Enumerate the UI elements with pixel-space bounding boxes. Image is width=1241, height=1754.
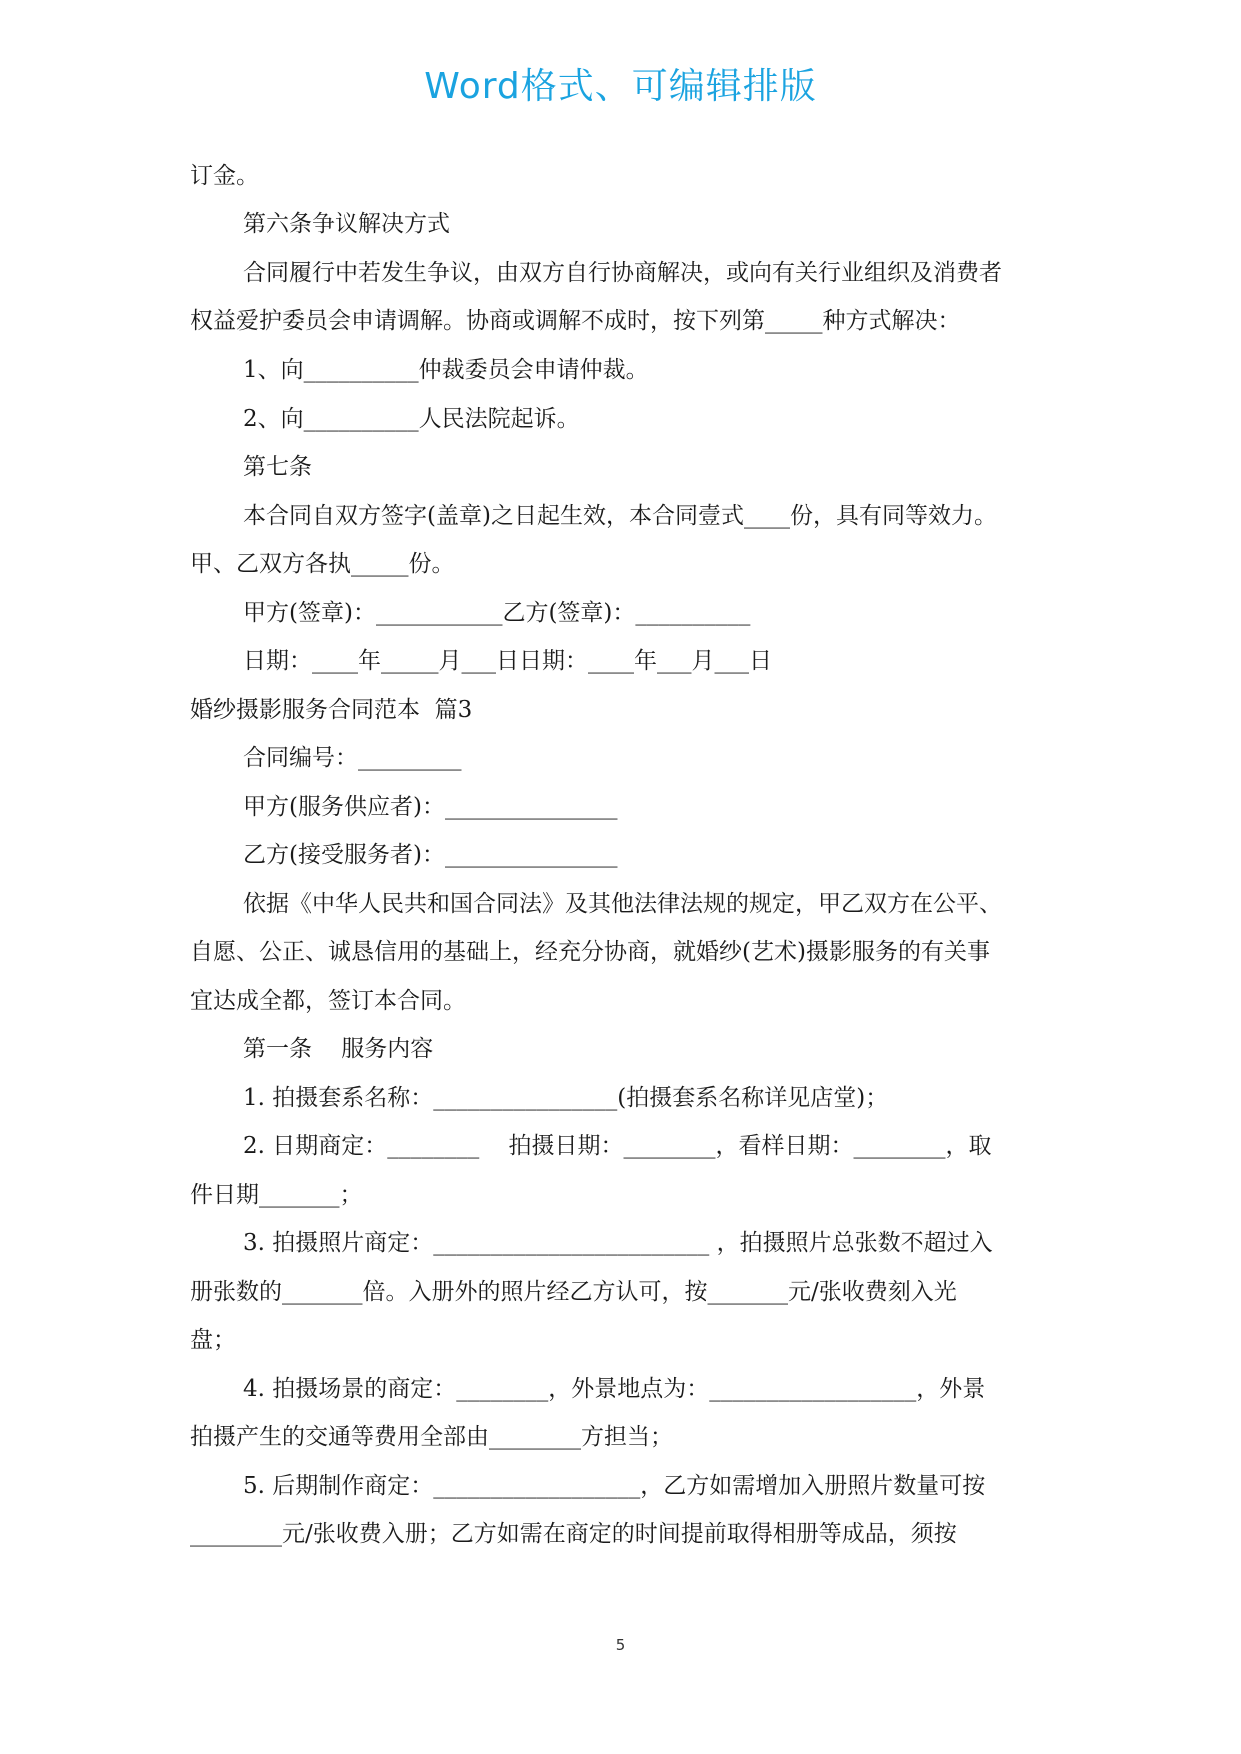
section-heading: 第六条争议解决方式	[243, 211, 450, 237]
party-b-line: 乙方(接受服务者)：_______________	[243, 842, 618, 868]
date-line: 日期：____年_____月___日日期：____年___月___日	[243, 648, 772, 674]
list-item: 4. 拍摄场景的商定：________，外景地点为：__________________，外景	[243, 1376, 986, 1402]
text-line: 权益爱护委员会申请调解。协商或调解不成时，按下列第_____种方式解决：	[190, 308, 961, 334]
list-item: 1、向__________仲裁委员会申请仲裁。	[243, 357, 649, 383]
text-line: 订金。	[190, 163, 259, 189]
list-item: 2. 日期商定：________ 拍摄日期：________，看样日期：________，取	[243, 1133, 992, 1159]
contract-title: 婚纱摄影服务合同范本 篇3	[190, 697, 473, 723]
text-line: 依据《中华人民共和国合同法》及其他法律法规的规定，甲乙双方在公平、	[243, 891, 1002, 917]
text-line: 盘；	[190, 1327, 236, 1353]
text-line: 宜达成全都，签订本合同。	[190, 988, 466, 1014]
text-line: 册张数的_______倍。入册外的照片经乙方认可，按_______元/张收费刻入光	[190, 1279, 957, 1305]
page-header-title: Word格式、可编辑排版	[424, 66, 817, 107]
text-line: 本合同自双方签字(盖章)之日起生效，本合同壹式____份，具有同等效力。	[243, 503, 997, 529]
text-line: 合同履行中若发生争议，由双方自行协商解决，或向有关行业组织及消费者	[243, 260, 1002, 286]
text-line: 件日期_______；	[190, 1182, 363, 1208]
text-line: 自愿、公正、诚恳信用的基础上，经充分协商，就婚纱(艺术)摄影服务的有关事	[190, 939, 990, 965]
text-line: 甲、乙双方各执_____份。	[190, 551, 455, 577]
page-number: 5	[615, 1636, 626, 1654]
section-heading: 第一条 服务内容	[243, 1036, 434, 1062]
list-item: 5. 后期制作商定：__________________，乙方如需增加入册照片数量可按	[243, 1473, 986, 1499]
text-line: 拍摄产生的交通等费用全部由________方担当；	[190, 1424, 673, 1450]
section-heading: 第七条	[243, 454, 312, 480]
signature-line: 甲方(签章)：___________乙方(签章)：__________	[243, 600, 751, 626]
contract-number-line: 合同编号：_________	[243, 745, 462, 771]
list-item: 2、向__________人民法院起诉。	[243, 406, 580, 432]
list-item: 1. 拍摄套系名称：________________(拍摄套系名称详见店堂)；	[243, 1085, 889, 1111]
text-line: ________元/张收费入册；乙方如需在商定的时间提前取得相册等成品，须按	[190, 1521, 957, 1547]
party-a-line: 甲方(服务供应者)：_______________	[243, 794, 618, 820]
list-item: 3. 拍摄照片商定：________________________ ，拍摄照片总张数不超过入	[243, 1230, 993, 1256]
